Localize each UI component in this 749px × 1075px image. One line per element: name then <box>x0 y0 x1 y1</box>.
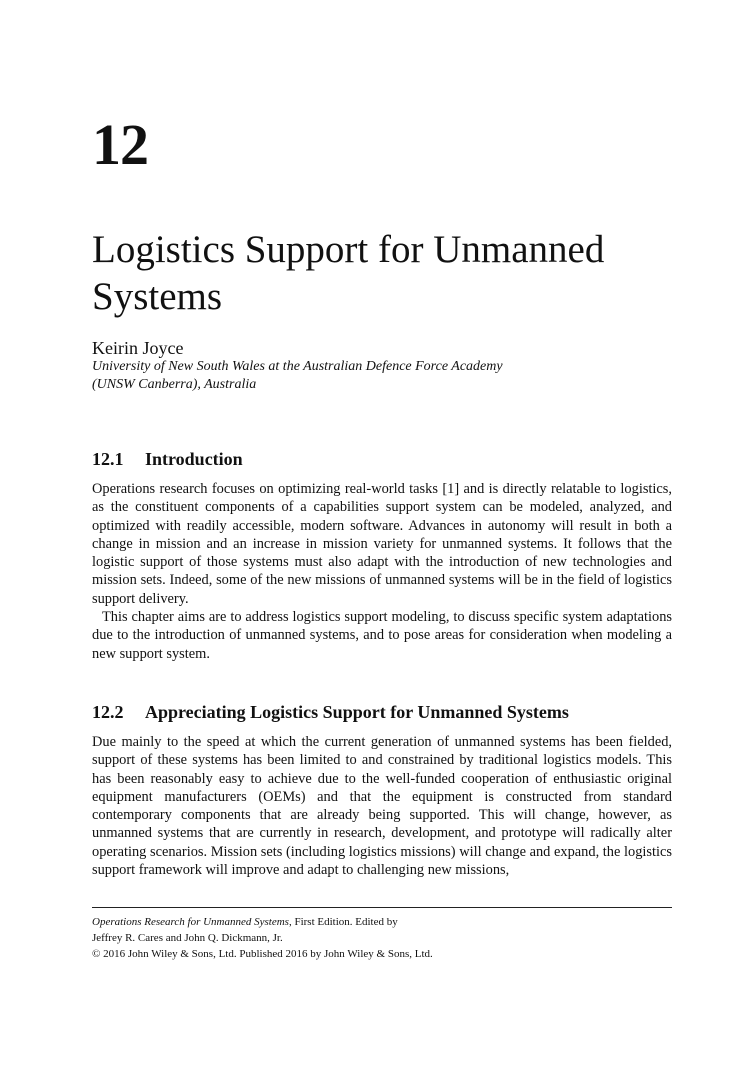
book-title: Operations Research for Unmanned Systems <box>92 916 289 928</box>
section-number: 12.2 <box>92 702 124 722</box>
footnote-editors: Jeffrey R. Cares and John Q. Dickmann, Jr. <box>92 932 283 944</box>
footnote <box>92 914 672 962</box>
paragraph: Operations research focuses on optimizing real-world tasks [1] and is directly relatable to logistics, as the constituent components of a capabilities support system can be modeled, analyzed, and optimized with readily accessible, modern software. Advances in autonomy will result in both a change in mission and an increase in mission variety for unmanned systems. It follows that the logistic support of those systems must also adapt with the introduction of new technologies and mission sets. Indeed, some of the new missions of unmanned systems will be in the field of logistics support delivery. <box>92 481 672 607</box>
footnote-copyright: © 2016 John Wiley & Sons, Ltd. Published 2016 by John Wiley & Sons, Ltd. <box>92 948 433 960</box>
author-name: Keirin Joyce <box>92 338 184 358</box>
section-title: Introduction <box>145 449 243 469</box>
author-block <box>92 338 672 394</box>
chapter-number: 12 <box>92 112 148 177</box>
paragraph: This chapter aims are to address logistics support modeling, to discuss specific system adaptations due to the introduction of unmanned systems, and to pose areas for consideration when modeling a new support system. <box>92 609 672 662</box>
edition-text: , First Edition. Edited by <box>288 916 398 928</box>
section-title: Appreciating Logistics Support for Unmanned Systems <box>145 702 569 722</box>
section-body-introduction <box>92 480 672 663</box>
affiliation-line: University of New South Wales at the Australian Defence Force Academy <box>92 359 503 374</box>
paragraph: Due mainly to the speed at which the current generation of unmanned systems has been fielded, support of these systems has been limited to and constrained by traditional logistics models. This has been reasonably easy to achieve due to the well-funded cooperation of enthusiastic original equipment manufacturers (OEMs) and that the equipment is constructed from standard contemporary components that are already being supported. This will change, however, as unmanned systems that are currently in research, development, and prototype will radically alter operating scenarios. Mission sets (including logistics missions) will change and expand, the logistics support framework will improve and adapt to challenging new missions, <box>92 734 672 879</box>
chapter-title: Logistics Support for Unmanned Systems <box>92 228 605 318</box>
footnote-divider <box>92 907 672 908</box>
section-heading-appreciating <box>92 701 672 723</box>
affiliation-line: (UNSW Canberra), Australia <box>92 377 257 392</box>
author-affiliation <box>92 358 672 394</box>
section-heading-introduction <box>92 448 672 470</box>
section-number: 12.1 <box>92 449 124 469</box>
section-body-appreciating <box>92 733 672 879</box>
footnote-line-book <box>92 914 672 930</box>
